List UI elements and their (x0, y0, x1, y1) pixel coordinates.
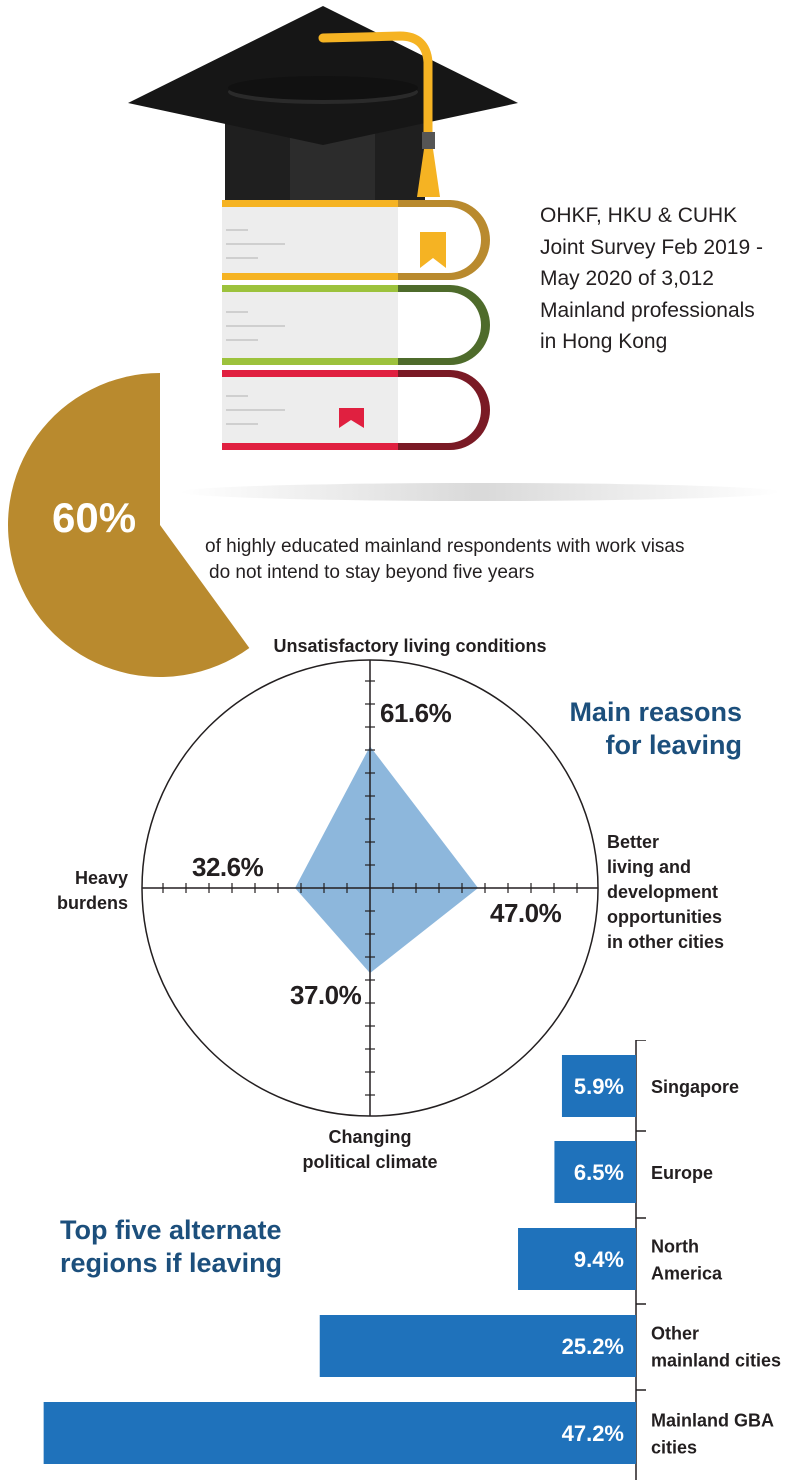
region-category-label: Other mainland cities (651, 1323, 782, 1371)
regions-title-line: regions if leaving (60, 1248, 283, 1278)
headline-description-line: of highly educated mainland respondents with work visas (205, 536, 685, 557)
axis-label-line: Changing (328, 1127, 412, 1147)
radar-area (295, 746, 478, 973)
radar-title-line: Main reasons (569, 697, 742, 727)
radar-value-bottom: 37.0% (290, 980, 362, 1010)
axis-label-line: Unsatisfactory living conditions (273, 636, 547, 656)
radar-axis-label-left (40, 866, 128, 916)
radar-value-right: 47.0% (490, 898, 562, 928)
axis-label-line: in other cities (607, 932, 725, 952)
regions-title-line: Top five alternate (60, 1215, 282, 1245)
radar-title-line: for leaving (605, 730, 742, 760)
headline-percent: 60% (52, 494, 137, 541)
region-bar-value: 47.2% (561, 1421, 624, 1446)
survey-note-line: Joint Survey Feb 2019 - (540, 235, 763, 259)
regions-bar-chart (0, 1040, 800, 1480)
axis-label-line: burdens (56, 893, 128, 913)
axis-label-line: Better (607, 832, 660, 852)
axis-label-line: Heavy (74, 868, 128, 888)
radar-chart-title (482, 696, 742, 762)
survey-note-line: Mainland professionals (540, 298, 755, 322)
radar-value-top: 61.6% (380, 698, 452, 728)
axis-label-line: living and (607, 857, 692, 877)
region-bar (44, 1402, 636, 1464)
region-bar-value: 25.2% (561, 1334, 624, 1359)
region-category-label: Europe (651, 1163, 714, 1183)
region-bar-value: 5.9% (573, 1074, 624, 1099)
region-category-label: North America (651, 1236, 723, 1284)
axis-label-line: development (607, 882, 719, 902)
radar-axis-label-right (607, 830, 787, 955)
axis-label-line: opportunities (607, 907, 722, 927)
survey-note-line: in Hong Kong (540, 330, 668, 353)
region-bar-value: 9.4% (573, 1247, 624, 1272)
radar-axis-label-top (230, 634, 590, 659)
region-category-label: Singapore (651, 1077, 740, 1097)
region-bar-value: 6.5% (573, 1160, 624, 1185)
survey-note-line: OHKF, HKU & CUHK (540, 204, 738, 227)
radar-value-left: 32.6% (192, 852, 264, 882)
survey-note-line: May 2020 of 3,012 (540, 267, 714, 290)
headline-description-line: do not intend to stay beyond five years (209, 562, 535, 583)
axis-label-line: political climate (302, 1152, 438, 1172)
region-category-label: Mainland GBA cities (651, 1410, 775, 1458)
